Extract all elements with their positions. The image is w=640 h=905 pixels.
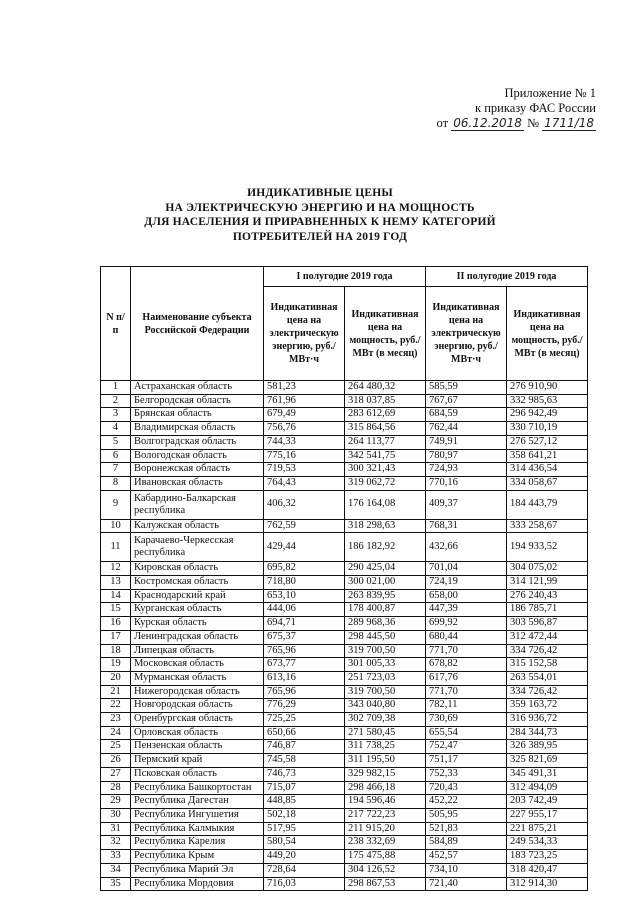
energy-price-h2: 432,66	[426, 533, 507, 562]
region-name: Калужская область	[131, 519, 264, 533]
table-row	[101, 394, 588, 408]
row-number: 33	[101, 850, 131, 864]
row-number: 4	[101, 422, 131, 436]
energy-price-h1: 775,16	[264, 449, 345, 463]
row-number: 15	[101, 603, 131, 617]
power-price-h2: 194 933,52	[507, 533, 588, 562]
energy-price-h2: 658,00	[426, 589, 507, 603]
region-name: Ивановская область	[131, 476, 264, 490]
energy-price-h2: 768,31	[426, 519, 507, 533]
region-name: Республика Дагестан	[131, 795, 264, 809]
region-name: Астраханская область	[131, 381, 264, 395]
power-price-h1: 318 298,63	[345, 519, 426, 533]
power-price-h1: 271 580,45	[345, 726, 426, 740]
date-prefix: от	[436, 116, 449, 130]
title-line-1: ИНДИКАТИВНЫЕ ЦЕНЫ	[247, 187, 393, 199]
power-price-h1: 319 700,50	[345, 685, 426, 699]
energy-price-h1: 613,16	[264, 671, 345, 685]
energy-price-h1: 406,32	[264, 490, 345, 519]
energy-price-h1: 449,20	[264, 850, 345, 864]
title-line-3: ДЛЯ НАСЕЛЕНИЯ И ПРИРАВНЕННЫХ К НЕМУ КАТЕГОРИЙ	[144, 216, 496, 228]
table-row	[101, 877, 588, 891]
table-row	[101, 795, 588, 809]
row-number: 23	[101, 713, 131, 727]
energy-price-h1: 765,96	[264, 644, 345, 658]
table-row	[101, 808, 588, 822]
region-name: Республика Карелия	[131, 836, 264, 850]
table-row	[101, 476, 588, 490]
power-price-h1: 194 596,46	[345, 795, 426, 809]
power-price-h2: 345 491,31	[507, 767, 588, 781]
table-row	[101, 576, 588, 590]
energy-price-h1: 715,07	[264, 781, 345, 795]
power-price-h2: 296 942,49	[507, 408, 588, 422]
power-price-h2: 276 527,12	[507, 435, 588, 449]
energy-price-h1: 776,29	[264, 699, 345, 713]
power-price-h2: 314 121,99	[507, 576, 588, 590]
energy-price-h1: 673,77	[264, 658, 345, 672]
power-price-h2: 263 554,01	[507, 671, 588, 685]
energy-price-h2: 780,97	[426, 449, 507, 463]
table-row	[101, 381, 588, 395]
power-price-h2: 330 710,19	[507, 422, 588, 436]
power-price-h1: 342 541,75	[345, 449, 426, 463]
power-price-h2: 316 936,72	[507, 713, 588, 727]
energy-price-h1: 653,10	[264, 589, 345, 603]
table-row	[101, 408, 588, 422]
energy-price-h2: 409,37	[426, 490, 507, 519]
energy-price-h2: 720,43	[426, 781, 507, 795]
row-number: 29	[101, 795, 131, 809]
table-row	[101, 836, 588, 850]
annex-order-ref: к приказу ФАС России	[475, 101, 596, 115]
energy-price-h2: 617,76	[426, 671, 507, 685]
region-name: Республика Марий Эл	[131, 863, 264, 877]
table-row	[101, 863, 588, 877]
table-row	[101, 617, 588, 631]
power-price-h1: 283 612,69	[345, 408, 426, 422]
energy-price-h1: 581,23	[264, 381, 345, 395]
energy-price-h1: 746,87	[264, 740, 345, 754]
power-price-h2: 314 436,54	[507, 463, 588, 477]
row-number: 11	[101, 533, 131, 562]
row-number: 24	[101, 726, 131, 740]
energy-price-h2: 770,16	[426, 476, 507, 490]
energy-price-h1: 694,71	[264, 617, 345, 631]
power-price-h1: 176 164,08	[345, 490, 426, 519]
energy-price-h2: 452,57	[426, 850, 507, 864]
region-name: Мурманская область	[131, 671, 264, 685]
table-row	[101, 422, 588, 436]
energy-price-h2: 752,47	[426, 740, 507, 754]
row-number: 26	[101, 754, 131, 768]
row-number: 35	[101, 877, 131, 891]
energy-price-h2: 762,44	[426, 422, 507, 436]
table-row	[101, 822, 588, 836]
region-name: Курская область	[131, 617, 264, 631]
power-price-h2: 312 472,44	[507, 630, 588, 644]
region-name: Московская область	[131, 658, 264, 672]
region-name: Курганская область	[131, 603, 264, 617]
region-name: Нижегородская область	[131, 685, 264, 699]
energy-price-h1: 502,18	[264, 808, 345, 822]
power-price-h1: 301 005,33	[345, 658, 426, 672]
energy-price-h2: 655,54	[426, 726, 507, 740]
energy-price-h2: 678,82	[426, 658, 507, 672]
header-period-1: I полугодие 2019 года	[264, 267, 426, 287]
power-price-h2: 203 742,49	[507, 795, 588, 809]
power-price-h1: 315 864,56	[345, 422, 426, 436]
power-price-h2: 304 075,02	[507, 562, 588, 576]
power-price-h2: 359 163,72	[507, 699, 588, 713]
row-number: 13	[101, 576, 131, 590]
row-number: 5	[101, 435, 131, 449]
energy-price-h1: 429,44	[264, 533, 345, 562]
table-row	[101, 519, 588, 533]
power-price-h2: 221 875,21	[507, 822, 588, 836]
power-price-h2: 334 058,67	[507, 476, 588, 490]
row-number: 34	[101, 863, 131, 877]
table-row	[101, 754, 588, 768]
row-number: 6	[101, 449, 131, 463]
order-number: 1711/18	[544, 116, 594, 130]
energy-price-h1: 719,53	[264, 463, 345, 477]
power-price-h1: 298 867,53	[345, 877, 426, 891]
energy-price-h2: 751,17	[426, 754, 507, 768]
row-number: 7	[101, 463, 131, 477]
energy-price-h2: 724,19	[426, 576, 507, 590]
table-row	[101, 767, 588, 781]
row-number: 12	[101, 562, 131, 576]
region-name: Воронежская область	[131, 463, 264, 477]
power-price-h2: 326 389,95	[507, 740, 588, 754]
energy-price-h2: 447,39	[426, 603, 507, 617]
power-price-h2: 312 494,09	[507, 781, 588, 795]
header-number: N п/п	[101, 267, 131, 381]
power-price-h2: 358 641,21	[507, 449, 588, 463]
energy-price-h1: 762,59	[264, 519, 345, 533]
row-number: 9	[101, 490, 131, 519]
power-price-h1: 211 915,20	[345, 822, 426, 836]
power-price-h2: 227 955,17	[507, 808, 588, 822]
row-number: 18	[101, 644, 131, 658]
region-name: Кировская область	[131, 562, 264, 576]
region-name: Новгородская область	[131, 699, 264, 713]
region-name: Липецкая область	[131, 644, 264, 658]
energy-price-h1: 746,73	[264, 767, 345, 781]
energy-price-h2: 680,44	[426, 630, 507, 644]
energy-price-h1: 448,85	[264, 795, 345, 809]
row-number: 27	[101, 767, 131, 781]
energy-price-h1: 716,03	[264, 877, 345, 891]
energy-price-h2: 771,70	[426, 644, 507, 658]
header-energy-price-1: Индикативная цена на электрическую энергию, руб./МВт·ч	[264, 287, 345, 381]
energy-price-h2: 771,70	[426, 685, 507, 699]
power-price-h1: 311 195,50	[345, 754, 426, 768]
energy-price-h1: 764,43	[264, 476, 345, 490]
power-price-h2: 184 443,79	[507, 490, 588, 519]
region-name: Вологодская область	[131, 449, 264, 463]
power-price-h1: 343 040,80	[345, 699, 426, 713]
row-number: 20	[101, 671, 131, 685]
row-number: 8	[101, 476, 131, 490]
energy-price-h1: 718,80	[264, 576, 345, 590]
energy-price-h2: 721,40	[426, 877, 507, 891]
energy-price-h1: 517,95	[264, 822, 345, 836]
energy-price-h1: 765,96	[264, 685, 345, 699]
energy-price-h2: 701,04	[426, 562, 507, 576]
table-row	[101, 490, 588, 519]
row-number: 25	[101, 740, 131, 754]
energy-price-h2: 724,93	[426, 463, 507, 477]
row-number: 16	[101, 617, 131, 631]
energy-price-h2: 585,59	[426, 381, 507, 395]
header-period-2: II полугодие 2019 года	[426, 267, 588, 287]
power-price-h2: 186 785,71	[507, 603, 588, 617]
power-price-h2: 325 821,69	[507, 754, 588, 768]
energy-price-h2: 749,91	[426, 435, 507, 449]
power-price-h1: 217 722,23	[345, 808, 426, 822]
row-number: 2	[101, 394, 131, 408]
energy-price-h2: 734,10	[426, 863, 507, 877]
power-price-h1: 300 321,43	[345, 463, 426, 477]
region-name: Кабардино-Балкарская республика	[131, 490, 264, 519]
power-price-h1: 186 182,92	[345, 533, 426, 562]
region-name: Волгоградская область	[131, 435, 264, 449]
energy-price-h1: 679,49	[264, 408, 345, 422]
region-name: Костромская область	[131, 576, 264, 590]
region-name: Республика Ингушетия	[131, 808, 264, 822]
energy-price-h2: 782,11	[426, 699, 507, 713]
annex-title: Приложение № 1	[504, 86, 596, 100]
power-price-h1: 302 709,38	[345, 713, 426, 727]
energy-price-h1: 725,25	[264, 713, 345, 727]
header-region: Наименование субъекта Российской Федерации	[131, 267, 264, 381]
number-prefix: №	[527, 116, 540, 130]
power-price-h2: 284 344,73	[507, 726, 588, 740]
power-price-h2: 315 152,58	[507, 658, 588, 672]
power-price-h1: 238 332,69	[345, 836, 426, 850]
power-price-h1: 319 700,50	[345, 644, 426, 658]
region-name: Оренбургская область	[131, 713, 264, 727]
region-name: Брянская область	[131, 408, 264, 422]
energy-price-h2: 505,95	[426, 808, 507, 822]
energy-price-h2: 684,59	[426, 408, 507, 422]
title-line-4: ПОТРЕБИТЕЛЕЙ НА 2019 ГОД	[232, 230, 408, 243]
power-price-h1: 319 062,72	[345, 476, 426, 490]
energy-price-h1: 728,64	[264, 863, 345, 877]
region-name: Карачаево-Черкесская республика	[131, 533, 264, 562]
power-price-h2: 312 914,30	[507, 877, 588, 891]
header-power-price-2: Индикативная цена на мощность, руб./МВт (в месяц)	[507, 287, 588, 381]
header-power-price-1: Индикативная цена на мощность, руб./МВт (в месяц)	[345, 287, 426, 381]
power-price-h1: 264 113,77	[345, 435, 426, 449]
table-row	[101, 740, 588, 754]
table-row	[101, 449, 588, 463]
region-name: Республика Мордовия	[131, 877, 264, 891]
power-price-h1: 290 425,04	[345, 562, 426, 576]
region-name: Псковская область	[131, 767, 264, 781]
table-row	[101, 589, 588, 603]
region-name: Владимирская область	[131, 422, 264, 436]
energy-price-h1: 761,96	[264, 394, 345, 408]
region-name: Белгородская область	[131, 394, 264, 408]
power-price-h1: 175 475,88	[345, 850, 426, 864]
row-number: 31	[101, 822, 131, 836]
power-price-h1: 298 445,50	[345, 630, 426, 644]
table-row	[101, 671, 588, 685]
power-price-h1: 178 400,87	[345, 603, 426, 617]
row-number: 30	[101, 808, 131, 822]
row-number: 1	[101, 381, 131, 395]
row-number: 17	[101, 630, 131, 644]
region-name: Пензенская область	[131, 740, 264, 754]
annex-date-line	[437, 116, 596, 131]
table-row	[101, 562, 588, 576]
region-name: Республика Башкортостан	[131, 781, 264, 795]
energy-price-h1: 650,66	[264, 726, 345, 740]
region-name: Республика Крым	[131, 850, 264, 864]
energy-price-h2: 521,83	[426, 822, 507, 836]
power-price-h1: 318 037,85	[345, 394, 426, 408]
power-price-h2: 183 723,25	[507, 850, 588, 864]
table-row	[101, 463, 588, 477]
power-price-h1: 298 466,18	[345, 781, 426, 795]
region-name: Краснодарский край	[131, 589, 264, 603]
energy-price-h1: 580,54	[264, 836, 345, 850]
title-line-2: НА ЭЛЕКТРИЧЕСКУЮ ЭНЕРГИЮ И НА МОЩНОСТЬ	[165, 201, 475, 214]
annex-block	[437, 86, 596, 131]
power-price-h2: 333 258,67	[507, 519, 588, 533]
power-price-h2: 276 910,90	[507, 381, 588, 395]
row-number: 22	[101, 699, 131, 713]
power-price-h1: 329 982,15	[345, 767, 426, 781]
energy-price-h2: 767,67	[426, 394, 507, 408]
energy-price-h2: 752,33	[426, 767, 507, 781]
document-title	[120, 186, 520, 244]
power-price-h1: 289 968,36	[345, 617, 426, 631]
table-row	[101, 850, 588, 864]
energy-price-h1: 745,58	[264, 754, 345, 768]
energy-price-h1: 675,37	[264, 630, 345, 644]
region-name: Ленинградская область	[131, 630, 264, 644]
power-price-h2: 276 240,43	[507, 589, 588, 603]
energy-price-h1: 444,06	[264, 603, 345, 617]
energy-price-h2: 584,89	[426, 836, 507, 850]
power-price-h2: 332 985,63	[507, 394, 588, 408]
power-price-h2: 334 726,42	[507, 685, 588, 699]
table-row	[101, 435, 588, 449]
table-row	[101, 685, 588, 699]
energy-price-h1: 756,76	[264, 422, 345, 436]
energy-price-h2: 699,92	[426, 617, 507, 631]
power-price-h2: 334 726,42	[507, 644, 588, 658]
table-row	[101, 726, 588, 740]
region-name: Пермский край	[131, 754, 264, 768]
table-row	[101, 630, 588, 644]
power-price-h1: 264 480,32	[345, 381, 426, 395]
power-price-h1: 251 723,03	[345, 671, 426, 685]
prices-table	[100, 266, 588, 891]
table-row	[101, 658, 588, 672]
row-number: 19	[101, 658, 131, 672]
energy-price-h2: 452,22	[426, 795, 507, 809]
header-energy-price-2: Индикативная цена на электрическую энергию, руб./МВт·ч	[426, 287, 507, 381]
table-row	[101, 713, 588, 727]
energy-price-h1: 695,82	[264, 562, 345, 576]
row-number: 28	[101, 781, 131, 795]
region-name: Республика Калмыкия	[131, 822, 264, 836]
row-number: 32	[101, 836, 131, 850]
energy-price-h1: 744,33	[264, 435, 345, 449]
order-date: 06.12.2018	[453, 116, 522, 130]
power-price-h1: 311 738,25	[345, 740, 426, 754]
table-body	[101, 381, 588, 891]
row-number: 21	[101, 685, 131, 699]
table-row	[101, 533, 588, 562]
power-price-h2: 303 596,87	[507, 617, 588, 631]
power-price-h2: 318 420,47	[507, 863, 588, 877]
row-number: 14	[101, 589, 131, 603]
table-row	[101, 781, 588, 795]
table-row	[101, 644, 588, 658]
power-price-h1: 304 126,52	[345, 863, 426, 877]
row-number: 10	[101, 519, 131, 533]
power-price-h1: 263 839,95	[345, 589, 426, 603]
energy-price-h2: 730,69	[426, 713, 507, 727]
table-row	[101, 699, 588, 713]
power-price-h2: 249 534,33	[507, 836, 588, 850]
row-number: 3	[101, 408, 131, 422]
region-name: Орловская область	[131, 726, 264, 740]
power-price-h1: 300 021,00	[345, 576, 426, 590]
table-row	[101, 603, 588, 617]
